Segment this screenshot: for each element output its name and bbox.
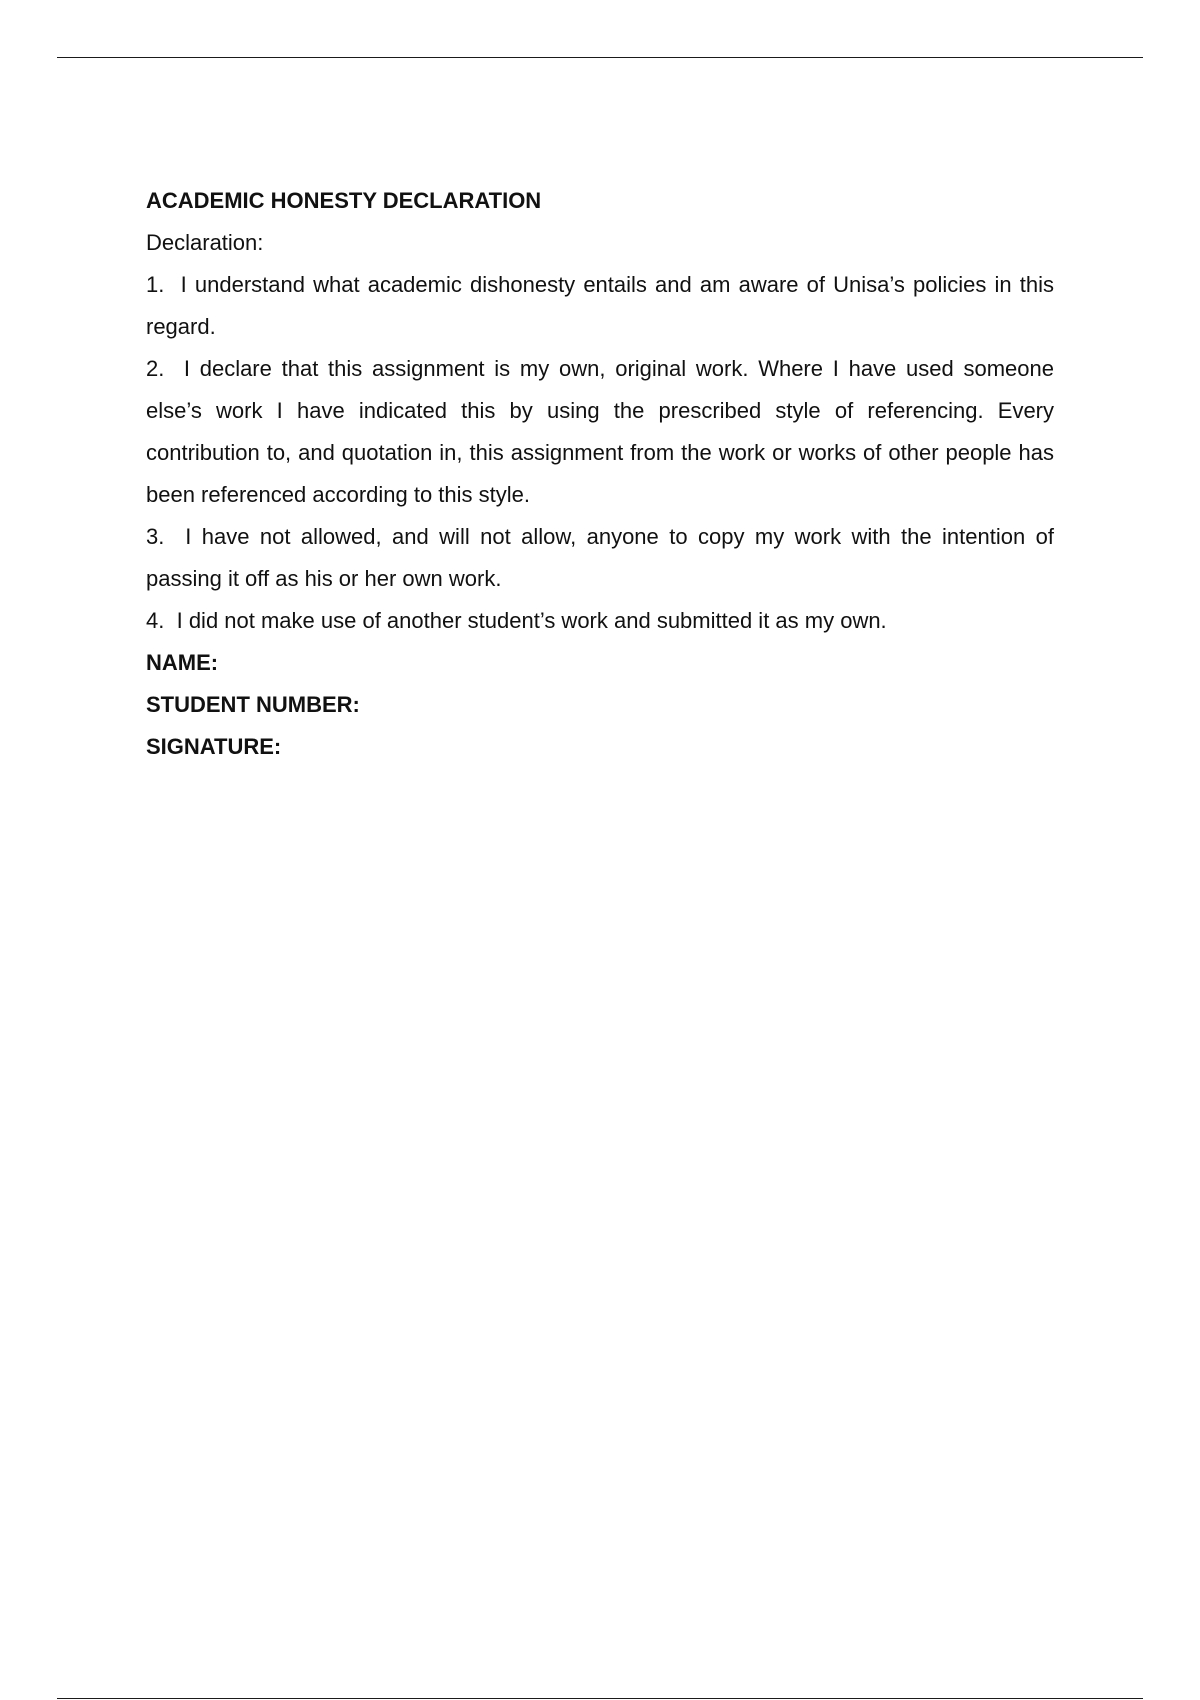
page-title: ACADEMIC HONESTY DECLARATION: [146, 188, 542, 213]
declaration-item-1: [146, 264, 1054, 348]
item-text: I did not make use of another student’s work and submitted it as my own.: [176, 608, 887, 633]
item-number: 4.: [146, 608, 165, 633]
item-number: 3.: [146, 524, 165, 549]
declaration-intro: Declaration:: [146, 230, 264, 255]
signature-label: SIGNATURE:: [146, 734, 282, 759]
declaration-item-4: [146, 600, 1054, 642]
declaration-item-3: [146, 516, 1054, 600]
student-number-label: STUDENT NUMBER:: [146, 692, 360, 717]
item-number: 1.: [146, 272, 165, 297]
item-text: I have not allowed, and will not allow, anyone to copy my work with the intention of passing it off as his or her own work.: [146, 524, 1054, 591]
declaration-body: [146, 186, 1054, 768]
footer-rule: [57, 1698, 1143, 1699]
declaration-item-2: [146, 348, 1054, 516]
header-rule: [57, 57, 1143, 58]
name-label: NAME:: [146, 650, 219, 675]
item-number: 2.: [146, 356, 165, 381]
item-text: I declare that this assignment is my own, original work. Where I have used someone else’s work I have indicated this by using the prescribed style of referencing. Every contribution to, and quotation in, this assignment from the work or works of other people has been referenced according to this style.: [146, 356, 1054, 507]
item-text: I understand what academic dishonesty entails and am aware of Unisa’s policies in this regard.: [146, 272, 1054, 339]
